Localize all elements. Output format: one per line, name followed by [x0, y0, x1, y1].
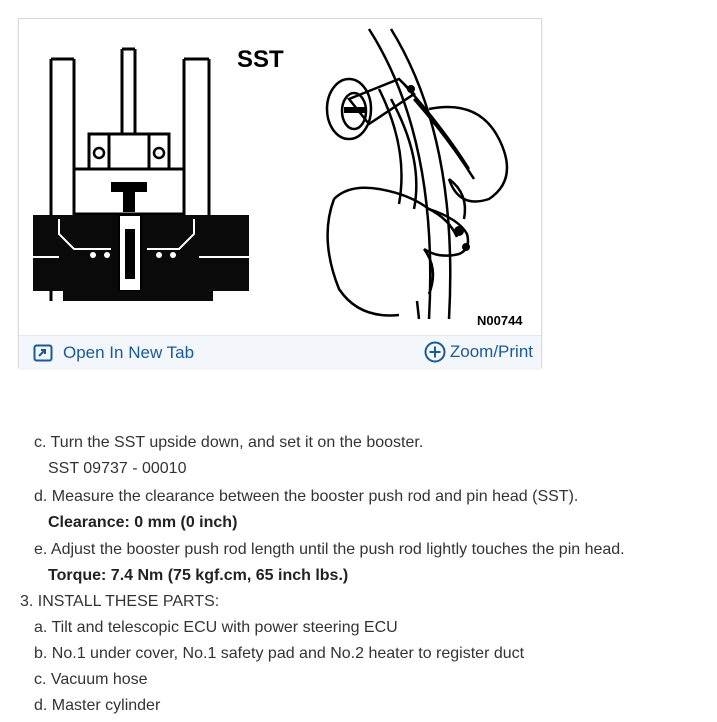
step-c-text: Turn the SST upside down, and set it on the booster. — [50, 434, 424, 451]
clearance-spec: Clearance: 0 mm (0 inch) — [48, 514, 238, 531]
list-item-text: No.1 under cover, No.1 safety pad and No.2 heater to register duct — [51, 645, 525, 662]
step-d-marker: d. — [34, 488, 48, 505]
step-d-text: Measure the clearance between the booster push rod and pin head (SST). — [51, 488, 579, 505]
section-3-title: 3. INSTALL THESE PARTS: — [20, 593, 220, 610]
booster-pin-gauge-diagram — [19, 19, 541, 335]
step-c-sst-number: SST 09737 - 00010 — [48, 460, 187, 477]
step-e — [34, 537, 625, 563]
list-item-text: Vacuum hose — [50, 671, 148, 688]
zoom-print-link[interactable] — [424, 341, 533, 363]
zoom-plus-icon — [424, 341, 446, 363]
sst-label: SST — [237, 46, 284, 73]
diagram-image — [19, 19, 541, 335]
list-item — [34, 693, 160, 719]
step-d — [34, 484, 578, 510]
zoom-print-label: Zoom/Print — [449, 342, 533, 361]
step-e-marker: e. — [34, 541, 48, 558]
figure-card — [18, 18, 542, 368]
list-item-text: Tilt and telescopic ECU with power steering ECU — [51, 619, 398, 636]
open-in-new-tab-label: Open In New Tab — [63, 343, 195, 362]
list-item — [34, 641, 524, 667]
list-item-marker: a. — [34, 619, 48, 636]
list-item — [34, 615, 398, 641]
list-item-marker: b. — [34, 645, 48, 662]
figure-action-bar — [19, 335, 541, 368]
open-new-tab-icon — [33, 344, 53, 362]
step-c-marker: c. — [34, 434, 47, 451]
step-c — [34, 430, 423, 456]
list-item-text: Master cylinder — [51, 697, 161, 714]
list-item — [34, 667, 148, 693]
step-e-text: Adjust the booster push rod length until the push rod lightly touches the pin head. — [50, 541, 625, 558]
open-in-new-tab-link[interactable] — [33, 343, 194, 363]
list-item-marker: d. — [34, 697, 48, 714]
torque-spec: Torque: 7.4 Nm (75 kgf.cm, 65 inch lbs.) — [48, 567, 349, 584]
figure-code: N00744 — [477, 313, 523, 328]
list-item-marker: c. — [34, 671, 47, 688]
